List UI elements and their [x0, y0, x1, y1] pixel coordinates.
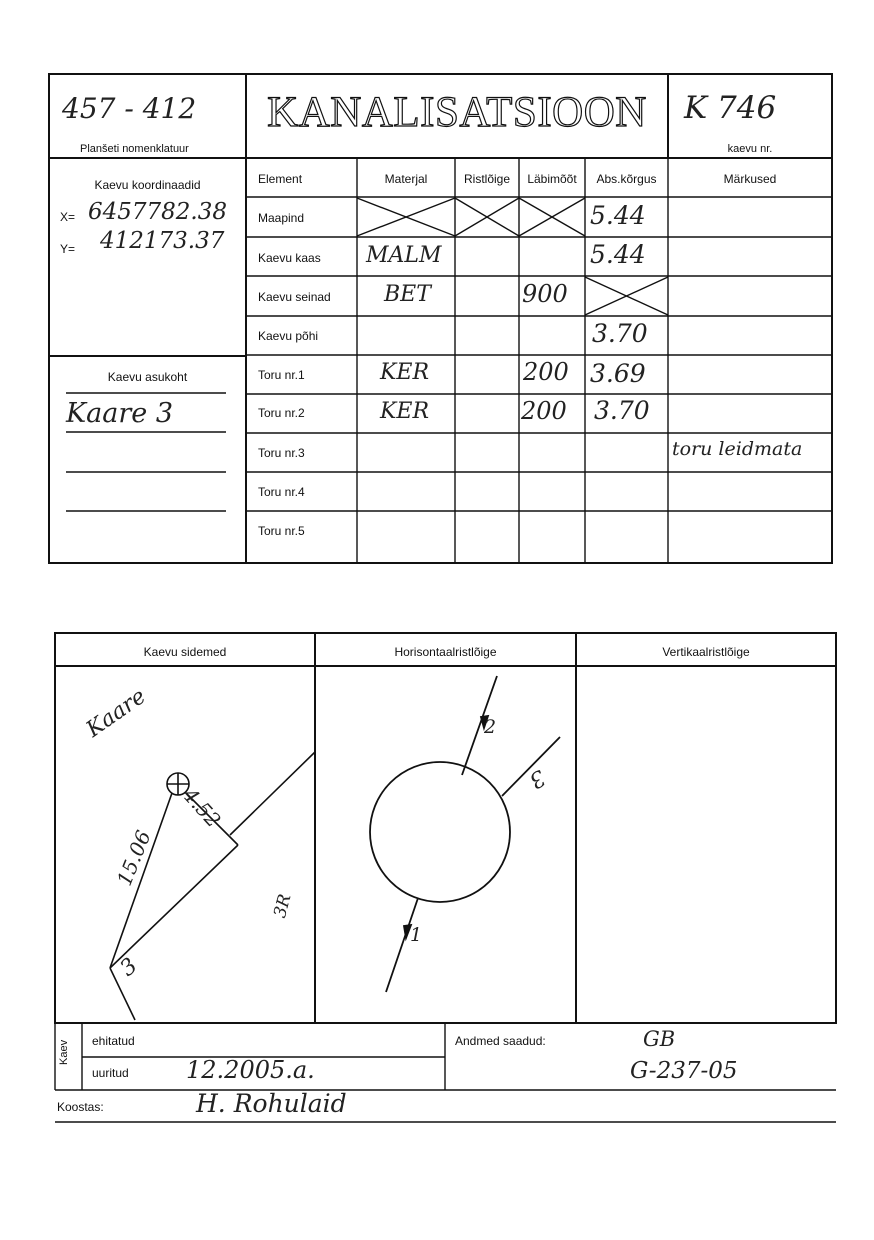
nomenclature-label: Planšeti nomenklatuur: [80, 143, 189, 155]
row-element: Toru nr.4: [258, 485, 305, 499]
header-element: Element: [258, 172, 303, 186]
x-coordinate-value: 6457782.38: [88, 199, 228, 225]
header-section: Ristlõige: [463, 172, 511, 186]
row-element: Kaevu põhi: [258, 329, 319, 343]
row-diameter: 200: [521, 397, 567, 425]
row-material: MALM: [366, 243, 442, 268]
row-element: Toru nr.2: [258, 406, 305, 420]
row-material: KER: [380, 399, 430, 424]
well-number-value: K 746: [684, 90, 777, 126]
x-prefix: X=: [60, 210, 76, 224]
header-diameter: Läbimõõt: [527, 172, 577, 186]
surveyed-value: 12.2005.a.: [186, 1056, 315, 1084]
data-source-label: Andmed saadud:: [455, 1034, 546, 1048]
pipe-number-1: 1: [410, 924, 423, 946]
location-value: Kaare 3: [66, 398, 174, 429]
sketch-distance-a: 15.06: [112, 826, 156, 889]
coordinates-label: Kaevu koordinaadid: [94, 178, 201, 192]
ties-sketch: [110, 752, 315, 1020]
horizontal-section-label: Horisontaalristlõige: [394, 645, 497, 659]
row-material: KER: [380, 360, 430, 385]
row-element: Kaevu kaas: [258, 251, 321, 265]
y-prefix: Y=: [60, 242, 76, 256]
row-element: Toru nr.1: [258, 368, 305, 382]
header-notes: Märkused: [723, 172, 777, 186]
sketch-street-name: Kaare: [82, 684, 151, 743]
ties-label: Kaevu sidemed: [143, 645, 227, 659]
vertical-section-label: Vertikaalristlõige: [662, 645, 750, 659]
built-label: ehitatud: [92, 1034, 135, 1048]
sketch-side-mark: 3R: [270, 892, 296, 920]
row-height: 5.44: [590, 240, 646, 269]
y-coordinate-value: 412173.37: [100, 228, 225, 254]
row-notes: toru leidmata: [672, 438, 803, 460]
well-side-label: Kaev: [58, 1039, 70, 1065]
page-title: KANALISATSIOON: [267, 89, 647, 136]
pipe-number-3: 3: [524, 764, 550, 793]
header-height: Abs.kõrgus: [596, 172, 657, 186]
header-material: Materjal: [384, 172, 428, 186]
row-height: 3.69: [590, 359, 646, 388]
location-label: Kaevu asukoht: [107, 370, 188, 384]
data-source-value-1: GB: [643, 1027, 676, 1051]
sketch-house-number: 3: [115, 953, 143, 982]
nomenclature-value: 457 - 412: [62, 92, 197, 125]
row-diameter: 900: [522, 280, 568, 308]
row-element: Toru nr.5: [258, 524, 305, 538]
surveyed-label: uuritud: [92, 1066, 129, 1080]
data-source-value-2: G-237-05: [630, 1058, 738, 1084]
row-height: 3.70: [594, 396, 650, 425]
well-number-label: kaevu nr.: [727, 143, 773, 155]
row-diameter: 200: [523, 358, 569, 386]
row-height: 5.44: [590, 201, 646, 230]
sketch-distance-b: 4.52: [178, 783, 226, 833]
compiled-by-value: H. Rohulaid: [196, 1089, 347, 1118]
compiled-by-label: Koostas:: [57, 1100, 104, 1114]
row-element: Kaevu seinad: [258, 290, 331, 304]
horizontal-section-sketch: [370, 676, 560, 992]
pipe-1-...: 2: [484, 716, 497, 738]
row-element: Maapind: [258, 211, 305, 225]
row-material: BET: [384, 282, 431, 307]
row-height: 3.70: [592, 319, 648, 348]
row-element: Toru nr.3: [258, 446, 305, 460]
